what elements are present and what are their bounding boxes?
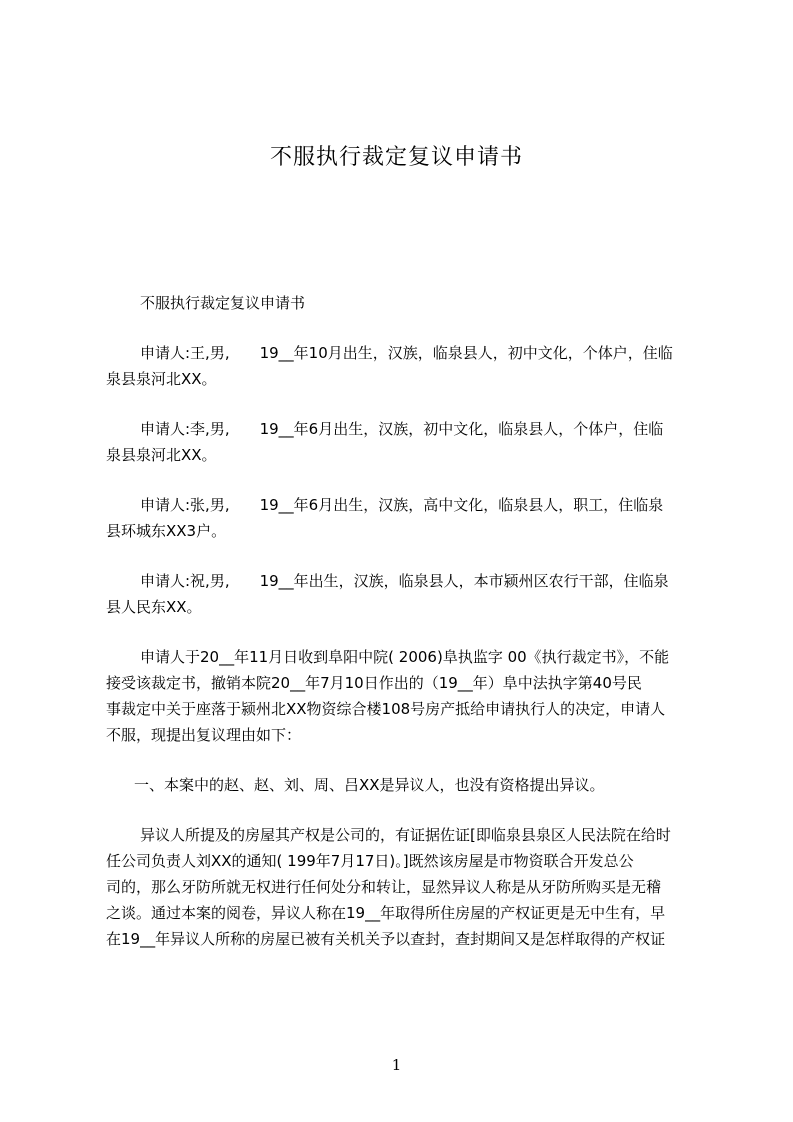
page-number: 1 [391,1056,402,1074]
intro-paragraph [106,644,710,748]
applicant-paragraph-3 [106,492,710,544]
applicant-3-line-1: 申请人:张,男, 19__年6月出生，汉族，高中文化，临泉县人，职工，住临泉 [140,496,664,514]
applicant-4-line-1: 申请人:祝,男, 19__年出生，汉族，临泉县人，本市颍州区农行干部，住临泉 [140,572,669,590]
section-1-line-1: 异议人所提及的房屋其产权是公司的，有证据佐证[即临泉县泉区人民法院在给时 [140,826,671,844]
applicant-2-line-2: 泉县泉河北XX。 [106,446,217,464]
applicant-2-line-1: 申请人:李,男, 19__年6月出生，汉族，初中文化，临泉县人，个体户，住临 [140,420,664,438]
section-1-line-5: 在19__年异议人所称的房屋已被有关机关予以查封，查封期间又是怎样取得的产权证 [106,930,666,948]
section-1-line-2: 任公司负责人刘XX的通知( 199年7月17日)。]既然该房屋是市物资联合开发总公 [106,852,634,870]
document-title: 不服执行裁定复议申请书 [269,145,523,170]
document-heading: 不服执行裁定复议申请书 [140,294,306,312]
applicant-paragraph-1 [106,340,710,392]
applicant-3-line-2: 县环城东XX3户。 [106,522,227,540]
intro-line-1: 申请人于20__年11月日收到阜阳中院( 2006)阜执监字 00《执行裁定书》，不能 [140,648,670,666]
applicant-1-line-1: 申请人:王,男, 19__年10月出生，汉族，临泉县人，初中文化，个体户，住临 [140,344,673,362]
applicant-4-line-2: 县人民东XX。 [106,598,202,616]
section-1-line-4: 之谈。通过本案的阅卷，异议人称在19__年取得所住房屋的产权证更是无中生有，早 [106,904,666,922]
section-1-line-3: 司的，那么牙防所就无权进行任何处分和转让，显然异议人称是从牙防所购买是无稽 [106,878,662,896]
applicant-paragraph-2 [106,416,710,468]
section-1-heading-text: 一、本案中的赵、赵、刘、周、吕XX是异议人，也没有资格提出异议。 [134,776,605,794]
applicant-paragraph-4 [106,568,710,620]
intro-line-2: 接受该裁定书，撤销本院20__年7月10日作出的（19__年）阜中法执字第40号民 [106,674,642,692]
document-body [106,290,710,976]
intro-line-4: 不服，现提出复议理由如下： [106,726,302,744]
section-1-heading [106,772,710,798]
intro-line-3: 事裁定中关于座落于颍州北XX物资综合楼108号房产抵给申请执行人的决定，申请人 [106,700,666,718]
section-1-paragraph [106,822,710,952]
applicant-1-line-2: 泉县泉河北XX。 [106,370,217,388]
